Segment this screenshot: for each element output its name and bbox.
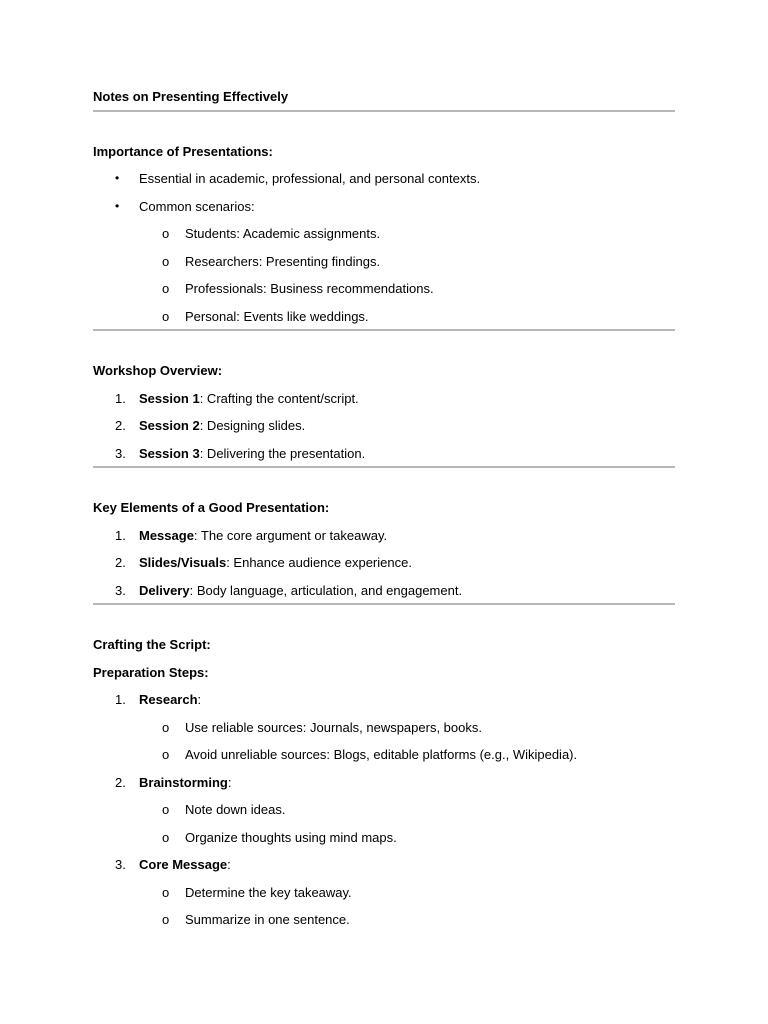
list-item: • Essential in academic, professional, and personal contexts. (115, 171, 481, 186)
sub-bullet-icon: o (162, 253, 170, 269)
elements-heading: Key Elements of a Good Presentation: (93, 500, 330, 515)
list-item: • Common scenarios: (115, 198, 255, 214)
sub-bullet-icon: o (162, 802, 170, 817)
sub-bullet-icon: o (162, 829, 170, 845)
list-item: o Use reliable sources: Journals, newspapers, books. (162, 719, 482, 735)
sub-bullet-icon: o (162, 281, 170, 296)
sub-bullet-icon: o (162, 226, 170, 241)
list-item: 2. Slides/Visuals: Enhance audience experience. (115, 555, 412, 570)
list-item: 2. Brainstorming: (115, 774, 232, 790)
list-item: o Summarize in one sentence. (162, 912, 350, 927)
list-item: 3. Delivery: Body language, articulation, and engagement. (115, 582, 463, 598)
sub-bullet-icon: o (162, 884, 170, 900)
document-title: Notes on Presenting Effectively (93, 89, 289, 104)
list-item: 3. Core Message: (115, 857, 231, 872)
sub-bullet-icon: o (162, 308, 170, 324)
list-item: o Avoid unreliable sources: Blogs, editable platforms (e.g., Wikipedia). (162, 747, 578, 762)
list-item: o Professionals: Business recommendations. (162, 281, 434, 296)
list-item: 3. Session 3: Delivering the presentation. (115, 445, 366, 461)
list-item: 1. Message: The core argument or takeaway. (115, 527, 388, 543)
divider (93, 335, 675, 362)
sub-bullet-icon: o (162, 719, 170, 735)
divider (93, 472, 675, 499)
document-page (93, 88, 675, 939)
list-item: 1. Session 1: Crafting the content/script. (115, 390, 359, 406)
list-item: 1. Research: (115, 692, 202, 707)
script-subheading: Preparation Steps: (93, 664, 209, 680)
list-item: o Determine the key takeaway. (162, 884, 352, 900)
divider (93, 609, 675, 636)
bullet-icon: • (115, 198, 120, 213)
workshop-heading: Workshop Overview: (93, 363, 223, 378)
list-item: 2. Session 2: Designing slides. (115, 418, 306, 433)
importance-heading: Importance of Presentations: (93, 143, 273, 159)
list-item: o Organize thoughts using mind maps. (162, 829, 397, 845)
sub-bullet-icon: o (162, 747, 170, 762)
list-item: o Personal: Events like weddings. (162, 308, 369, 324)
sub-bullet-icon: o (162, 912, 170, 927)
divider (93, 116, 675, 143)
list-item: o Researchers: Presenting findings. (162, 253, 381, 269)
bullet-icon: • (115, 171, 120, 185)
list-item: o Note down ideas. (162, 802, 286, 817)
list-item: o Students: Academic assignments. (162, 226, 381, 241)
script-heading: Crafting the Script: (93, 637, 211, 652)
